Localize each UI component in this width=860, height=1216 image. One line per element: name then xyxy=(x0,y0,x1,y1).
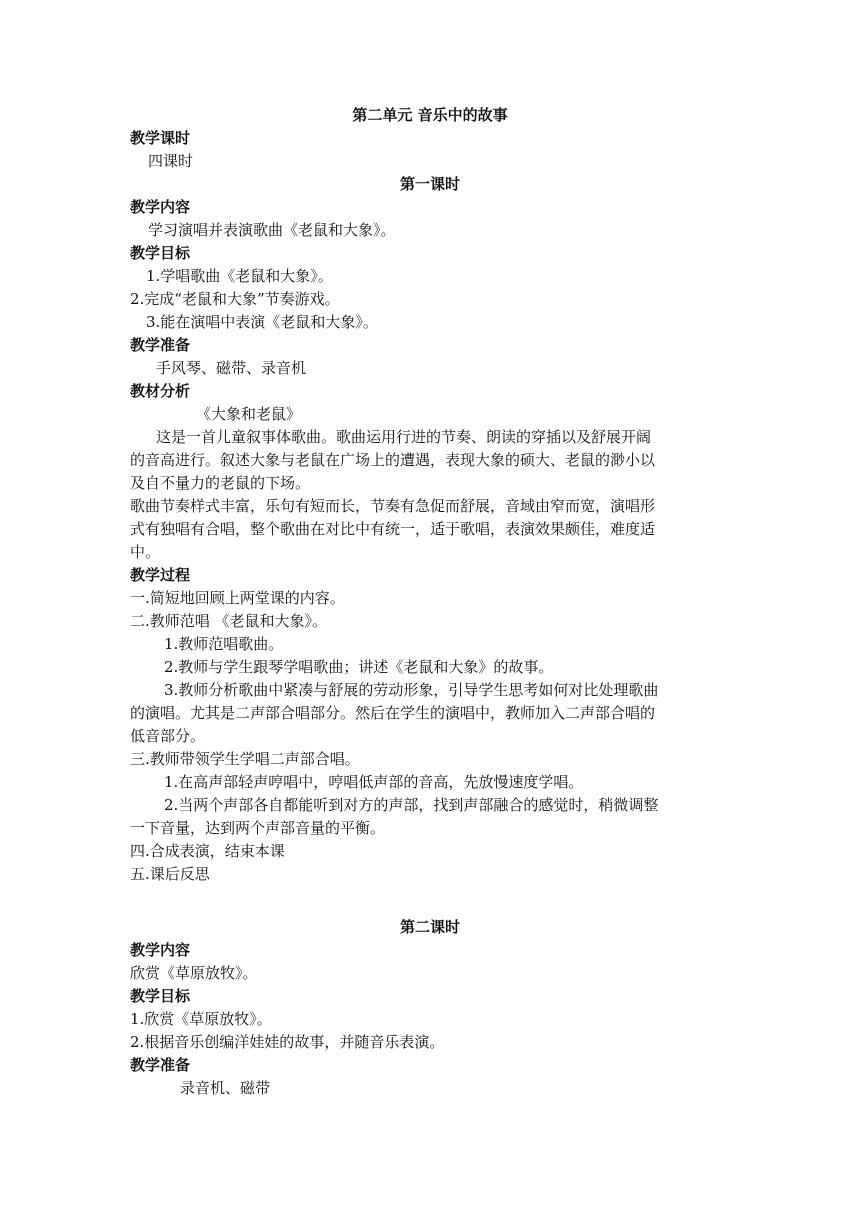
lesson1-process-line: 五.课后反思 xyxy=(130,865,210,883)
lesson2-prep: 录音机、磁带 xyxy=(180,1079,271,1097)
lesson2-content: 欣赏《草原放牧》。 xyxy=(130,964,258,982)
lesson1-analysis-line: 歌曲节奏样式丰富，乐句有短而长，节奏有急促而舒展，音域由窄而宽，演唱形 xyxy=(130,497,656,515)
unit-title: 第二单元 音乐中的故事 xyxy=(352,106,508,124)
lesson1-process-line: 2.教师与学生跟琴学唱歌曲；讲述《老鼠和大象》的故事。 xyxy=(164,658,554,676)
lesson1-process-line: 1.在高声部轻声哼唱中，哼唱低声部的音高，先放慢速度学唱。 xyxy=(164,773,584,791)
lesson1-process-line: 一.简短地回顾上两堂课的内容。 xyxy=(130,589,345,607)
lesson2-goal: 1.欣赏《草原放牧》。 xyxy=(130,1010,272,1028)
lesson2-heading: 第二课时 xyxy=(399,918,460,936)
lesson2-prep-heading: 教学准备 xyxy=(130,1056,191,1074)
lesson1-goal: 2.完成“老鼠和大象”节奏游戏。 xyxy=(130,290,340,308)
lesson1-goals-heading: 教学目标 xyxy=(130,244,191,262)
lesson1-analysis-line: 中。 xyxy=(130,543,161,561)
lesson1-analysis-line: 式有独唱有合唱，整个歌曲在对比中有统一，适于歌唱，表演效果颇佳，难度适 xyxy=(130,520,656,538)
lesson1-content: 学习演唱并表演歌曲《老鼠和大象》。 xyxy=(148,221,396,239)
lesson1-process-line: 3.教师分析歌曲中紧凑与舒展的劳动形象，引导学生思考如何对比处理歌曲 xyxy=(164,681,659,699)
lesson1-process-line: 四.合成表演，结束本课 xyxy=(130,842,285,860)
lesson1-process-line: 一下音量，达到两个声部音量的平衡。 xyxy=(130,819,386,837)
lesson1-process-line: 低音部分。 xyxy=(130,727,206,745)
lesson1-analysis-line: 的音高进行。叙述大象与老鼠在广场上的遭遇，表现大象的硕大、老鼠的渺小以 xyxy=(130,451,656,469)
lesson1-goal: 1.学唱歌曲《老鼠和大象》。 xyxy=(146,267,333,285)
lesson1-analysis-line: 及自不量力的老鼠的下场。 xyxy=(130,474,311,492)
lesson1-process-line: 的演唱。尤其是二声部合唱部分。然后在学生的演唱中，教师加入二声部合唱的 xyxy=(130,704,656,722)
lesson1-analysis-title: 《大象和老鼠》 xyxy=(196,405,302,423)
lesson1-analysis-heading: 教材分析 xyxy=(130,382,191,400)
lesson1-prep: 手风琴、磁带、录音机 xyxy=(156,359,307,377)
lesson1-process-line: 1.教师范唱歌曲。 xyxy=(164,635,284,653)
lesson-hours-value: 四课时 xyxy=(148,152,194,170)
lesson1-analysis-line: 这是一首儿童叙事体歌曲。歌曲运用行进的节奏、朗读的穿插以及舒展开阔 xyxy=(156,428,652,446)
lesson1-prep-heading: 教学准备 xyxy=(130,336,191,354)
lesson1-process-line: 二.教师范唱 《老鼠和大象》。 xyxy=(130,612,328,630)
lesson-hours-heading: 教学课时 xyxy=(130,129,191,147)
lesson2-goal: 2.根据音乐创编洋娃娃的故事，并随音乐表演。 xyxy=(130,1033,445,1051)
lesson1-heading: 第一课时 xyxy=(399,175,460,193)
lesson2-content-heading: 教学内容 xyxy=(130,941,191,959)
lesson1-process-line: 三.教师带领学生学唱二声部合唱。 xyxy=(130,750,360,768)
lesson1-goal: 3.能在演唱中表演《老鼠和大象》。 xyxy=(146,313,378,331)
lesson2-goals-heading: 教学目标 xyxy=(130,987,191,1005)
lesson1-process-line: 2.当两个声部各自都能听到对方的声部，找到声部融合的感觉时，稍微调整 xyxy=(164,796,659,814)
lesson1-process-heading: 教学过程 xyxy=(130,566,191,584)
lesson1-content-heading: 教学内容 xyxy=(130,198,191,216)
